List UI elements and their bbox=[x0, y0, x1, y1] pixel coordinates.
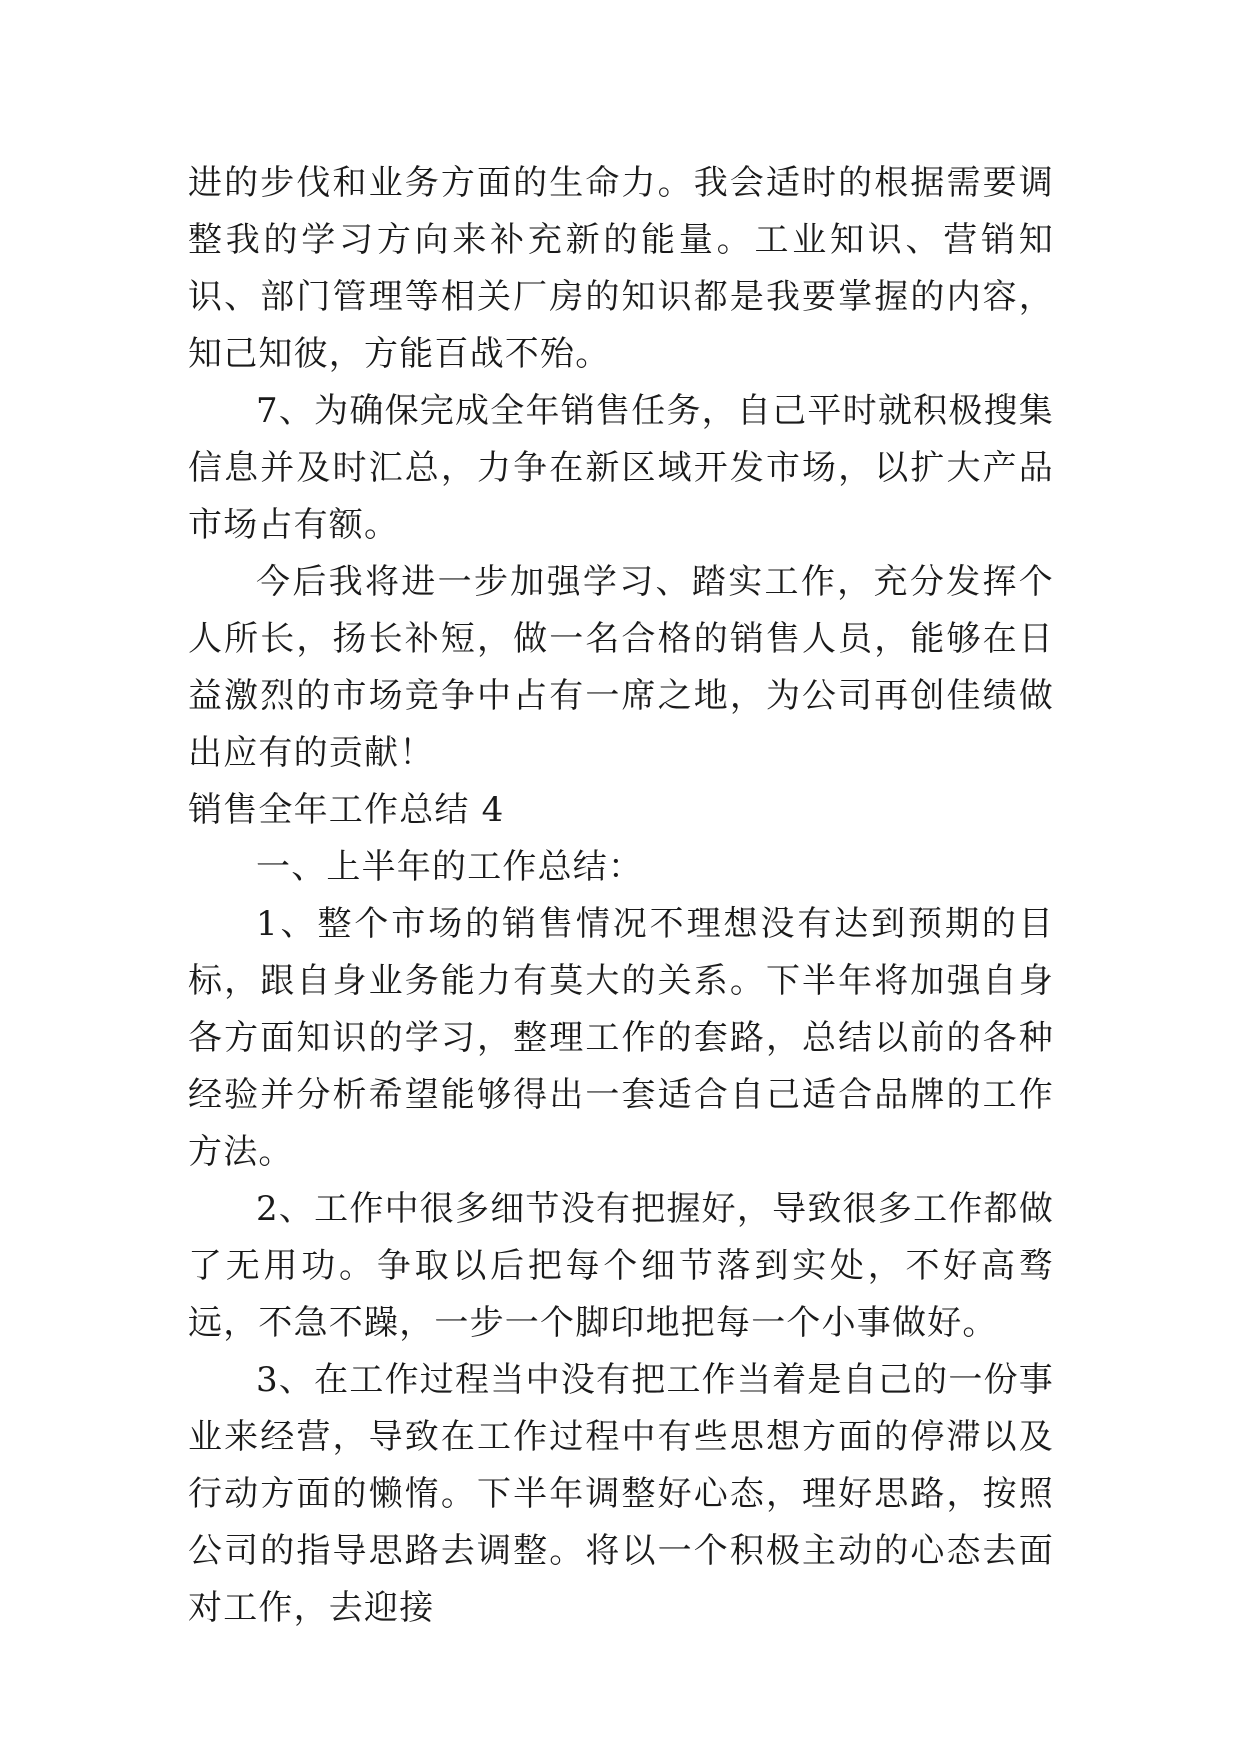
paragraph-item-2: 2、工作中很多细节没有把握好，导致很多工作都做了无用功。争取以后把每个细节落到实处，不好高骛远，不急不躁，一步一个脚印地把每一个小事做好。 bbox=[188, 1189, 1054, 1343]
subsection-heading: 一、上半年的工作总结： bbox=[256, 847, 644, 887]
paragraph-item-1: 1、整个市场的销售情况不理想没有达到预期的目标，跟自身业务能力有莫大的关系。下半年将加强自身各方面知识的学习，整理工作的套路，总结以前的各种经验并分析希望能够得出一套适合自己适合品牌的工作方法。 bbox=[188, 904, 1054, 1172]
paragraph-item-3: 3、在工作过程当中没有把工作当着是自己的一份事业来经营，导致在工作过程中有些思想方面的停滞以及行动方面的懒惰。下半年调整好心态，理好思路，按照公司的指导思路去调整。将以一个积极主动的心态去面对工作，去迎接 bbox=[188, 1360, 1054, 1628]
paragraph-continuation: 进的步伐和业务方面的生命力。我会适时的根据需要调整我的学习方向来补充新的能量。工业知识、营销知识、部门管理等相关厂房的知识都是我要掌握的内容，知己知彼，方能百战不殆。 bbox=[188, 163, 1054, 374]
paragraph-item-7: 7、为确保完成全年销售任务，自己平时就积极搜集信息并及时汇总，力争在新区域开发市场，以扩大产品市场占有额。 bbox=[188, 391, 1054, 545]
document-body bbox=[188, 155, 1054, 1637]
paragraph-conclusion: 今后我将进一步加强学习、踏实工作，充分发挥个人所长，扬长补短，做一名合格的销售人员，能够在日益激烈的市场竞争中占有一席之地，为公司再创佳绩做出应有的贡献！ bbox=[188, 562, 1054, 773]
section-heading: 销售全年工作总结 4 bbox=[188, 790, 505, 830]
